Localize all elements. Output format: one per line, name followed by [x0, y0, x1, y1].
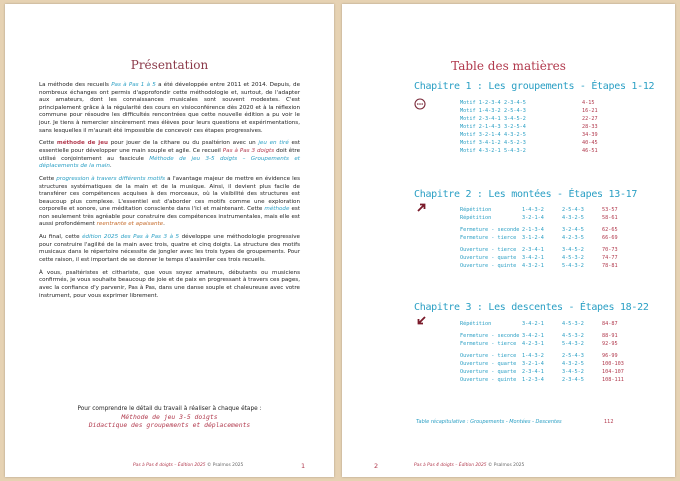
toc-row-label: Fermeture - tierce: [460, 235, 517, 241]
arrow-up-right-icon: [416, 202, 427, 213]
toc-row-pages: 22-27: [582, 116, 598, 122]
chapter-1-heading[interactable]: Chapitre 1 : Les groupements - Étapes 1-12: [414, 81, 655, 92]
toc-row[interactable]: [460, 360, 635, 368]
toc-row-label: Ouverture - quarte: [460, 369, 517, 375]
toc-row-pages: 58-61: [602, 215, 618, 221]
toc-row-pages: 108-111: [602, 377, 624, 383]
toc-row-motif: 2-3-4-5: [504, 100, 526, 106]
toc-row-pages: 84-87: [602, 321, 618, 327]
toc-row-pages: 62-65: [602, 227, 618, 233]
toc-row-motif-alt: 4-2-3-5: [562, 235, 584, 241]
highlight: Méthode de jeu 3-5 doigts – Groupements et déplacements de la main: [39, 155, 300, 170]
toc-row-label: Fermeture - seconde: [460, 333, 520, 339]
highlight: reentrante et apaisante: [96, 221, 164, 228]
toc-row[interactable]: [460, 99, 635, 107]
highlight: méthode: [264, 206, 290, 213]
toc-row-motif: 2-3-4-1: [522, 369, 544, 375]
paragraph-2: Cette méthode de jeu pour jouer de la cithare ou du psaltérion avec un jeu en tiré est essentielle pour développer une main souple et agile. Ce recueil Pas à Pas 3 doigts doit être utilisé conjointement au fascicule Méthode de jeu 3-5 doigts – Groupements et déplacements de la main.: [39, 140, 301, 170]
paragraph-4: Au final, cette édition 2025 des Pas à Pas 3 à 5 développe une méthodologie progressive pour construire l'agilité de la main avec trois, quatre et cinq doigts. La structure des motifs musicaux dans le répertoire nécessite de jongler avec les trois types de groupements. Pour cette raison, il est important de se donner le temps d'assimiler ces trois recueils.: [39, 234, 300, 264]
toc-row-motif-alt: 2-3-4-5: [562, 377, 584, 383]
highlight: jeu en tiré: [258, 140, 289, 147]
toc-row-motif-alt: 4-5-3-2: [562, 321, 584, 327]
toc-row-pages: 28-33: [582, 124, 598, 130]
toc-row-motif-alt: 3-4-5-2: [562, 369, 584, 375]
toc-row-pages: 40-45: [582, 140, 598, 146]
toc-row[interactable]: [460, 262, 635, 270]
toc-row-label: Fermeture - seconde: [460, 227, 520, 233]
chapter-2-heading[interactable]: Chapitre 2 : Les montées - Étapes 13-17: [414, 189, 638, 200]
toc-row[interactable]: [460, 332, 635, 340]
toc-row[interactable]: [460, 214, 635, 222]
toc-row-motif-alt: 2-5-4-3: [562, 207, 584, 213]
page-number: 1: [301, 462, 306, 470]
toc-row-label: Répétition: [460, 215, 492, 221]
closing-note: [25, 405, 314, 429]
toc-row-pages: 92-95: [602, 341, 618, 347]
toc-row-motif: 3-1-2-4: [522, 235, 544, 241]
toc-row-pages: 16-21: [582, 108, 598, 114]
toc-row[interactable]: [460, 234, 635, 242]
toc-row-motif: 2-3-4-1: [522, 247, 544, 253]
toc-row-label: Répétition: [460, 321, 492, 327]
toc-row-motif: 4-3-2-5: [504, 132, 526, 138]
toc-row-motif-alt: 4-3-2-5: [562, 361, 584, 367]
toc-row-motif-alt: 3-4-5-2: [562, 247, 584, 253]
toc-row-motif: 1-4-3-2: [522, 353, 544, 359]
toc-row-motif: 2-1-3-4: [522, 227, 544, 233]
toc-row[interactable]: [460, 368, 635, 376]
toc-row-motif: 3-4-2-1: [522, 255, 544, 261]
toc-row-motif: 3-2-1-4: [522, 361, 544, 367]
toc-row[interactable]: [460, 254, 635, 262]
right-page: [342, 4, 675, 477]
toc-row-label: Répétition: [460, 207, 492, 213]
toc-row-motif-alt: 3-2-4-5: [562, 227, 584, 233]
toc-row-label: Motif 1-2-3-4: [460, 100, 501, 106]
closing-intro: Pour comprendre le détail du travail à réaliser à chaque étape :: [77, 406, 262, 412]
didactic-link[interactable]: Didactique des groupements et déplacements: [88, 421, 251, 429]
toc-row[interactable]: [460, 206, 635, 214]
toc-row[interactable]: [460, 376, 635, 384]
method-link[interactable]: Méthode de jeu 3-5 doigts: [121, 413, 218, 421]
arrow-down-left-icon: [416, 315, 427, 326]
toc-row-motif: 3-2-5-4: [504, 124, 526, 130]
toc-row-motif: 4-2-3-1: [522, 341, 544, 347]
paragraph-1: La méthode des recueils Pas à Pas 1 à 5 a été développée entre 2011 et 2014. Depuis, de nombreux échanges ont permis d'approfondir cette méthodologie et, surtout, de l'adapter aux amateurs, dont les connaissances musicales sont souvent modestes. C'est principalement grâce à la régularité des cours en visioconférence dès 2020 et à la réflexion commune pour résoudre les difficultés rencontrées que cette nouvelle édition a pu voir le jour. Je tiens à remercier sincèrement mes élèves pour leurs questions et expérimentations, sans lesquelles il m'aurait été impossible de concevoir ces étapes progressives.: [39, 82, 301, 134]
toc-row-label: Motif 3-2-1-4: [460, 132, 501, 138]
toc-row-pages: 4-15: [582, 100, 595, 106]
left-page: [5, 4, 334, 477]
toc-row-motif: 2-5-4-3: [504, 108, 526, 114]
toc-row-motif: 4-5-2-3: [504, 140, 526, 146]
toc-row-motif: 3-4-2-1: [522, 321, 544, 327]
toc-row-pages: 53-57: [602, 207, 618, 213]
toc-row-pages: 96-99: [602, 353, 618, 359]
toc-row-motif-alt: 4-5-3-2: [562, 333, 584, 339]
toc-row-label: Motif 4-3-2-1: [460, 148, 501, 154]
toc-row-motif: 1-4-3-2: [522, 207, 544, 213]
page-title: Présentation: [130, 58, 209, 72]
toc-row[interactable]: [460, 340, 635, 348]
toc-row-motif-alt: 4-3-2-5: [562, 215, 584, 221]
toc-row-motif: 3-2-1-4: [522, 215, 544, 221]
toc-row[interactable]: [460, 147, 635, 155]
page-footer: Pas à Pas 4 doigts – Édition 2025 © Psalmos 2025: [414, 463, 525, 468]
toc-title: Table des matières: [451, 59, 566, 73]
paragraph-3: Cette progression à travers différents motifs a l'avantage majeur de mettre en évidence les structures systématiques de la main et de la musique. Ainsi, il devient plus facile de transférer ces compétences acquises à des morceaux, où la visibilité des structures est beaucoup plus complexe. L'essentiel est d'aborder ces motifs comme une exploration corporelle et sonore, une méditation consciente dans l'ici et maintenant. Cette méthode est non seulement très agréable pour construire des compétences instrumentales, mais elle est aussi profondément reentrante et apaisante.: [39, 175, 301, 228]
highlight: Pas à Pas 1 à 5: [111, 82, 156, 88]
toc-row-label: Motif 2-1-4-3: [460, 124, 501, 130]
toc-row-pages: 100-103: [602, 361, 624, 367]
toc-row[interactable]: [460, 123, 635, 131]
toc-row-label: Ouverture - tierce: [460, 247, 517, 253]
toc-row-pages: 66-69: [602, 235, 618, 241]
page-number: 2: [374, 462, 379, 470]
paragraph-5: À vous, psaltéristes et cithariste, que vous soyez amateurs, débutants ou musiciens confirmés, je vous souhaite beaucoup de joie et de paix en progressant à travers ces pages, avec la confiance d'y parvenir, Pas à Pas, dans une danse souple et chaleureuse avec votre instrument, pour vous exprimer librement.: [39, 269, 300, 299]
page-footer: Pas à Pas 4 doigts – Édition 2025 © Psalmos 2025: [133, 463, 244, 468]
toc-row-pages: 88-91: [602, 333, 618, 339]
toc-row-pages: 104-107: [602, 369, 624, 375]
toc-row-motif: 5-4-3-2: [504, 148, 526, 154]
toc-row[interactable]: [460, 139, 635, 147]
highlight: progression à travers différents motifs: [56, 175, 166, 182]
toc-row-pages: 78-81: [602, 263, 618, 269]
highlight: méthode de jeu: [56, 140, 109, 147]
highlight: Pas à Pas 3 doigts: [222, 147, 275, 154]
toc-row-motif-alt: 2-5-4-3: [562, 353, 584, 359]
dots-circle-icon: [414, 98, 426, 110]
toc-row-label: Ouverture - quinte: [460, 377, 517, 383]
toc-row-motif-alt: 4-5-3-2: [562, 255, 584, 261]
toc-row-motif: 4-3-2-1: [522, 263, 544, 269]
toc-row-label: Ouverture - quarte: [460, 255, 517, 261]
toc-row-motif: 1-2-3-4: [522, 377, 544, 383]
toc-row-label: Motif 1-4-3-2: [460, 108, 501, 114]
highlight: édition 2025 des Pas à Pas 3 à 5: [82, 234, 180, 241]
toc-row[interactable]: [460, 226, 635, 234]
toc-row-label: Fermeture - tierce: [460, 341, 517, 347]
summary-page-number: 112: [604, 419, 614, 425]
toc-row[interactable]: [460, 352, 635, 360]
toc-row-motif: 3-4-5-2: [504, 116, 526, 122]
toc-row-motif-alt: 5-4-3-2: [562, 263, 584, 269]
chapter-3-heading[interactable]: Chapitre 3 : Les descentes - Étapes 18-22: [414, 302, 649, 313]
toc-row-label: Ouverture - tierce: [460, 353, 517, 359]
presentation-text: [39, 82, 300, 305]
toc-row-pages: 70-73: [602, 247, 618, 253]
toc-row-label: Ouverture - quarte: [460, 361, 517, 367]
toc-row[interactable]: [460, 131, 635, 139]
toc-row-pages: 46-51: [582, 148, 598, 154]
toc-row-label: Ouverture - quinte: [460, 263, 517, 269]
toc-row[interactable]: [460, 107, 635, 115]
toc-row[interactable]: [460, 246, 635, 254]
summary-table-entry[interactable]: Table récapitulative : Groupements - Montées - Descentes: [416, 419, 562, 425]
toc-row-motif: 3-4-2-1: [522, 333, 544, 339]
toc-row-motif-alt: 5-4-3-2: [562, 341, 584, 347]
toc-row[interactable]: [460, 320, 635, 328]
toc-row-pages: 74-77: [602, 255, 618, 261]
toc-row-label: Motif 3-4-1-2: [460, 140, 501, 146]
toc-row[interactable]: [460, 115, 635, 123]
toc-row-pages: 34-39: [582, 132, 598, 138]
toc-row-label: Motif 2-3-4-1: [460, 116, 501, 122]
